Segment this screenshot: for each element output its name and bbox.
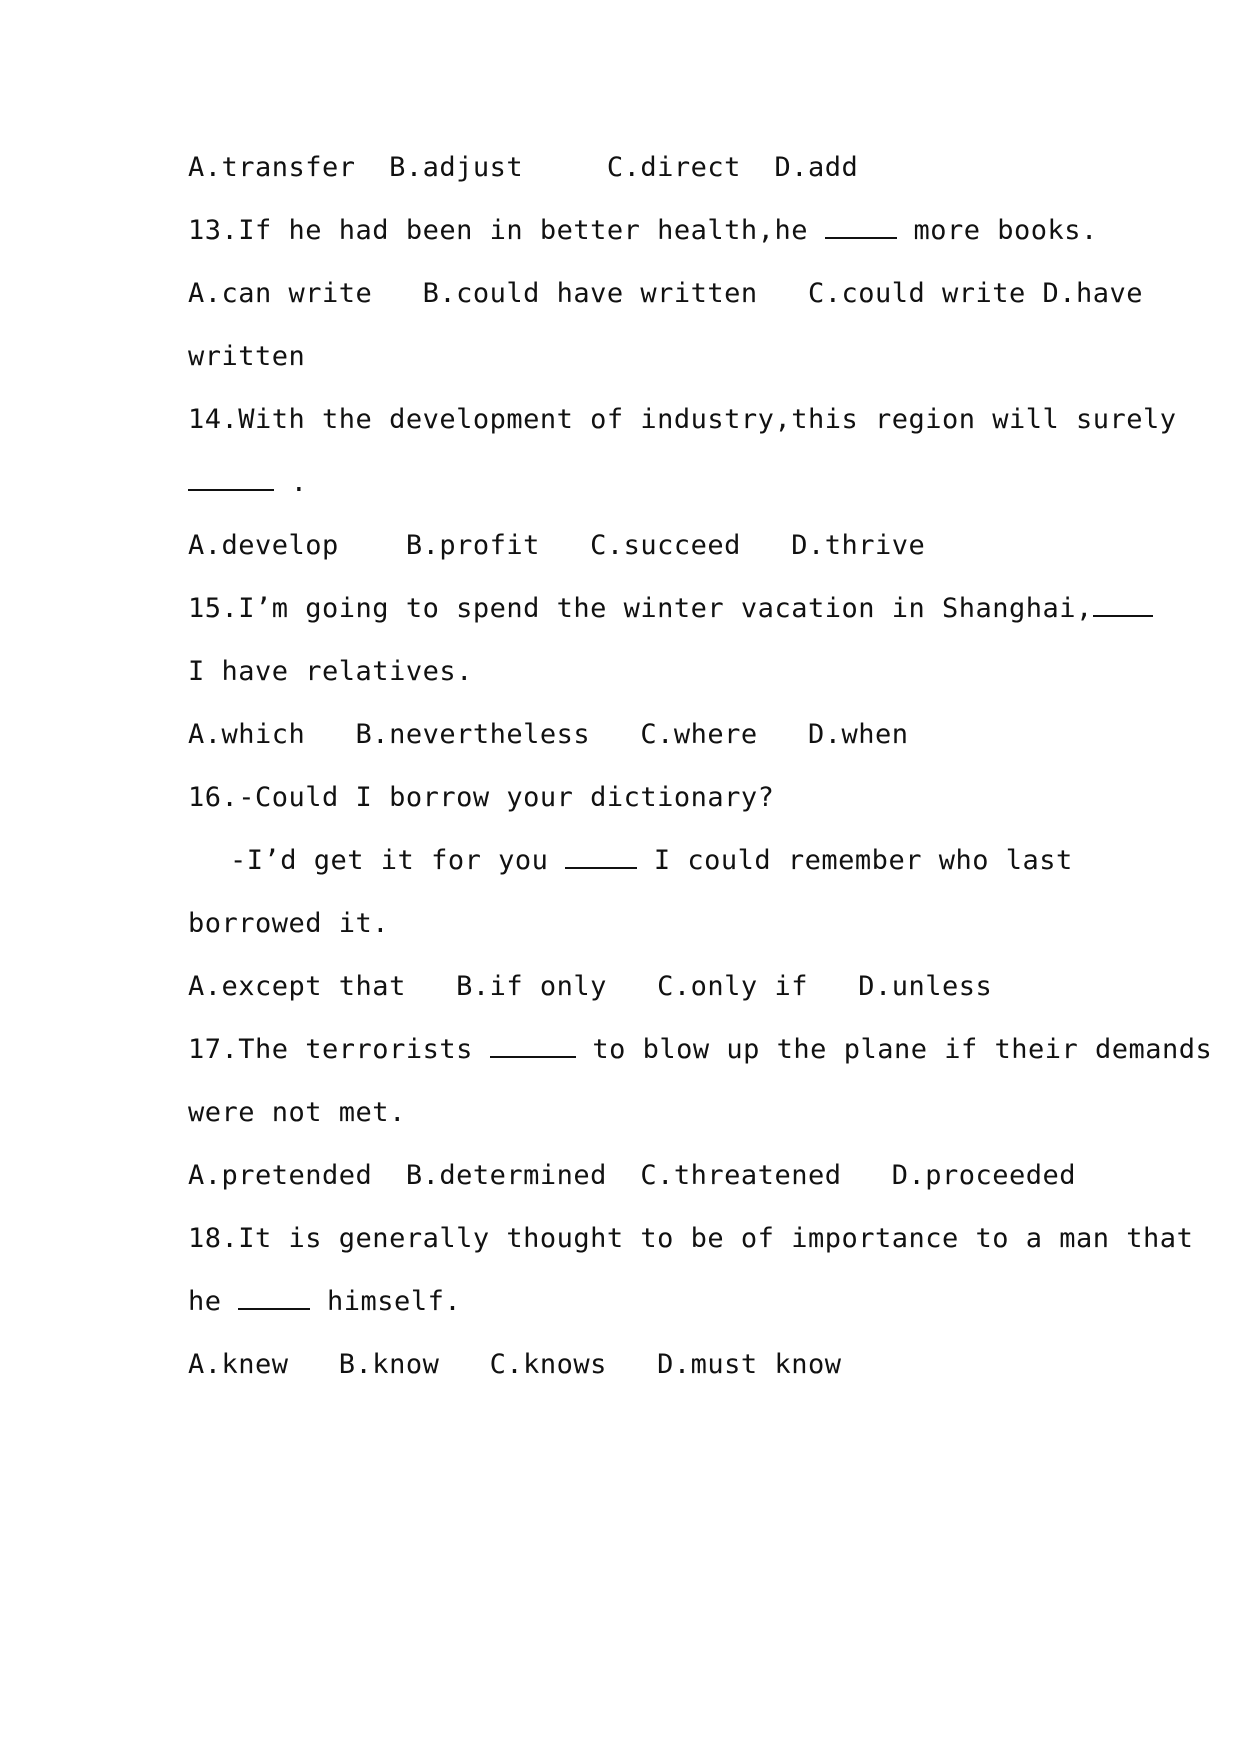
q13-text-start: 13.If he had been in better health,he	[188, 215, 825, 246]
q17-stem-cont: were not met.	[188, 1097, 406, 1128]
q14-stem: 14.With the development of industry,this region will surely	[188, 404, 1177, 435]
q16-text-end: I could remember who last	[637, 845, 1073, 876]
q14-text-end: .	[274, 467, 308, 498]
q15-stem	[188, 591, 1093, 627]
q18-text-end: himself.	[310, 1286, 462, 1317]
q13-options: A.can write B.could have written C.could write D.have	[188, 278, 1144, 309]
q13-stem	[188, 213, 1098, 249]
q16-options: A.except that B.if only C.only if D.unless	[188, 971, 993, 1002]
q15-stem-cont: I have relatives.	[188, 656, 473, 687]
q14-stem-cont	[188, 465, 1058, 501]
q16-reply-cont: borrowed it.	[188, 908, 390, 939]
q18-blank	[238, 1284, 310, 1310]
q14-options: A.develop B.profit C.succeed D.thrive	[188, 530, 926, 561]
q18-stem: 18.It is generally thought to be of importance to a man that	[188, 1223, 1194, 1254]
q15-blank	[1093, 591, 1153, 617]
q15-text-start: 15.I’m going to spend the winter vacation in Shanghai,	[188, 593, 1093, 624]
q17-text-start: 17.The terrorists	[188, 1034, 490, 1065]
q12-options: A.transfer B.adjust C.direct D.add	[188, 152, 859, 183]
q16-reply	[230, 843, 1100, 879]
q13-text-end: more books.	[896, 215, 1098, 246]
q16-stem: 16.-Could I borrow your dictionary?	[188, 782, 775, 813]
q18-stem-cont	[188, 1284, 1058, 1320]
q13-blank	[825, 213, 897, 239]
q13-options-cont: written	[188, 341, 306, 372]
q17-blank	[490, 1032, 576, 1058]
q16-blank	[565, 843, 637, 869]
q14-blank	[188, 465, 274, 491]
q17-text-end: to blow up the plane if their demands	[575, 1034, 1213, 1065]
q15-options: A.which B.nevertheless C.where D.when	[188, 719, 909, 750]
q17-options: A.pretended B.determined C.threatened D.proceeded	[188, 1160, 1077, 1191]
q18-text-start: he	[188, 1286, 239, 1317]
q18-options: A.knew B.know C.knows D.must know	[188, 1349, 842, 1380]
q17-stem	[188, 1032, 1213, 1068]
q16-text-start: -I’d get it for you	[230, 845, 566, 876]
